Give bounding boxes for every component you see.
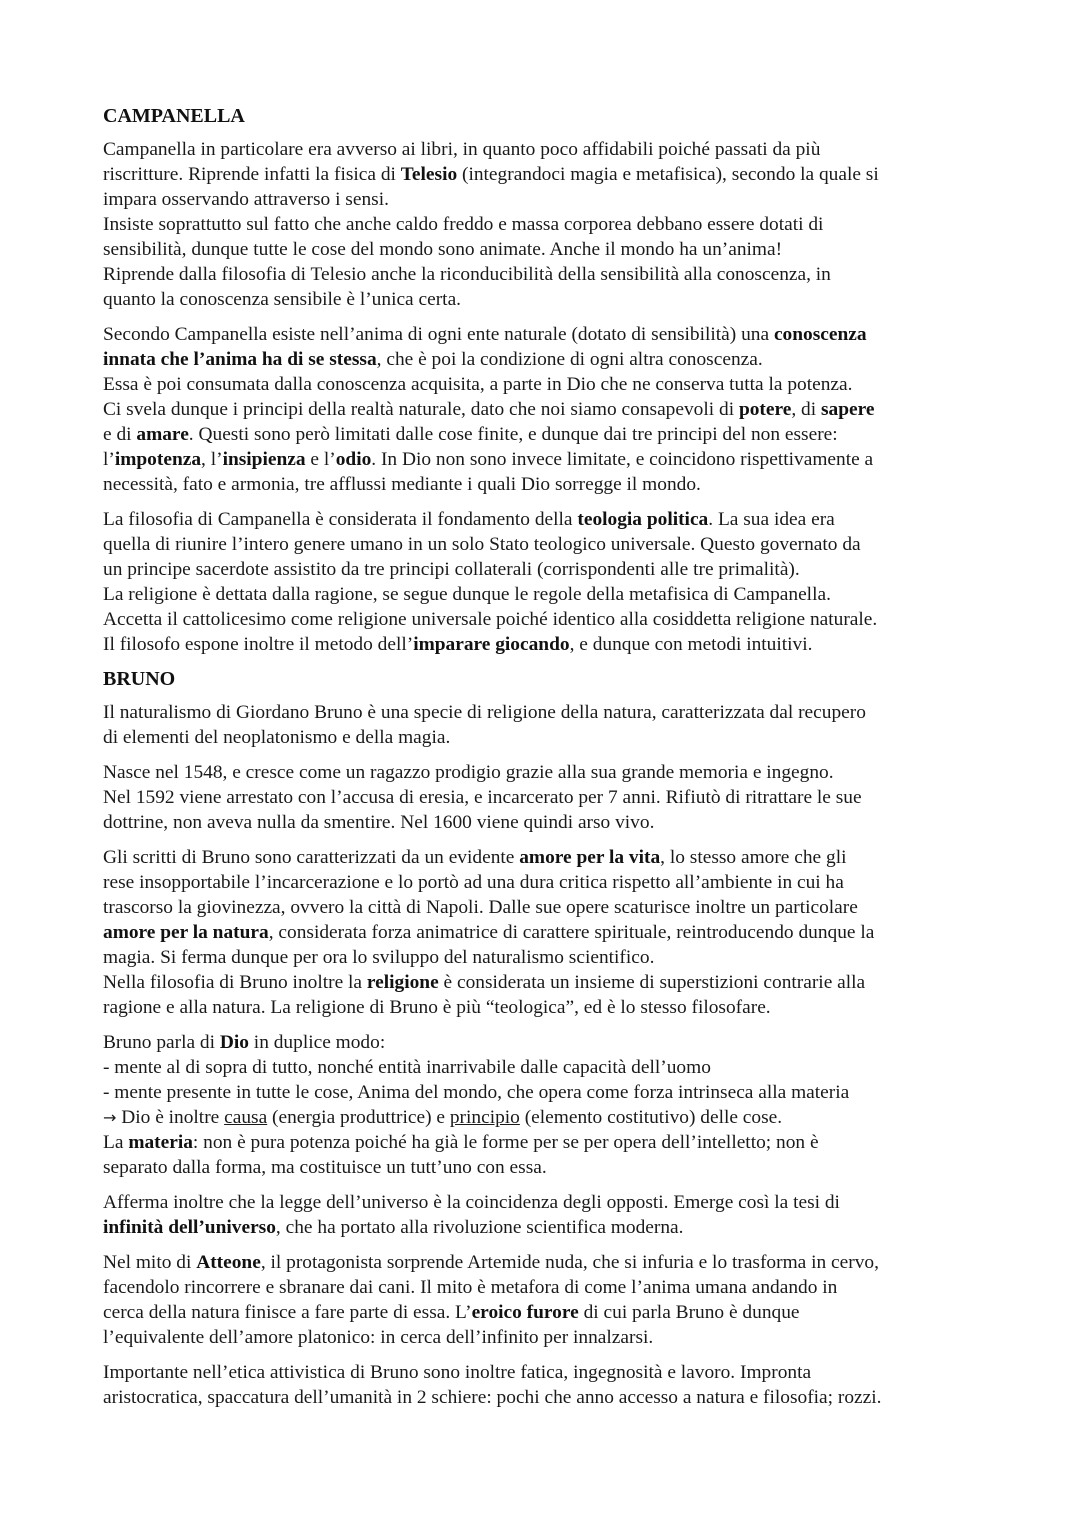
text-line: Gli scritti di Bruno sono caratterizzati da un evidente amore per la vita, lo stesso amore che gli [103,847,847,868]
underlined-term: principio [449,1107,520,1128]
text-line: l’equivalente dell’amore platonico: in cerca dell’infinito per innalzarsi. [103,1327,654,1348]
text-line: Accetta il cattolicesimo come religione universale poiché identico alla cosiddetta religione naturale. [103,609,878,630]
paragraph-bruno-5 [103,1190,983,1240]
text-line: impara osservando attraverso i sensi. [103,189,389,210]
paragraph-bruno-7 [103,1360,983,1410]
text-line: rese insopportabile l’incarcerazione e lo portò ad una dura critica rispetto all’ambiente in cui ha [103,872,844,893]
bold-term: sapere [820,399,875,420]
text-line: facendolo rincorrere e sbranare dai cani. Il mito è metafora di come l’anima umana andando in [103,1277,838,1298]
text-line: quanto la conoscenza sensibile è l’unica certa. [103,289,462,310]
section-heading-bruno: BRUNO [103,668,176,690]
bold-term: insipienza [222,449,306,470]
text-line: Afferma inoltre che la legge dell’universo è la coincidenza degli opposti. Emerge così la tesi di [103,1192,840,1213]
text-line: Essa è poi consumata dalla conoscenza acquisita, a parte in Dio che ne conserva tutta la potenza. [103,374,853,395]
paragraph-bruno-6 [103,1250,983,1350]
paragraph-bruno-2 [103,760,983,835]
document-page [103,100,983,1420]
text-line: Campanella in particolare era avverso ai libri, in quanto poco affidabili poiché passati da più [103,139,821,160]
paragraph-campanella-3 [103,507,983,657]
paragraph-bruno-3 [103,845,983,1020]
paragraph-bruno-4 [103,1030,983,1180]
bold-term: Atteone [196,1252,261,1273]
text-line: La materia: non è pura potenza poiché ha già le forme per se per opera dell’intelletto; non è [103,1132,819,1153]
bold-term: innata che l’anima ha di se stessa [103,349,377,370]
text-line: cerca della natura finisce a fare parte di essa. L’eroico furore di cui parla Bruno è dunque [103,1302,800,1323]
paragraph-campanella-2 [103,322,983,497]
bold-term: amare [136,424,189,445]
text-line: Bruno parla di Dio in duplice modo: [103,1032,386,1053]
text-line: Nasce nel 1548, e cresce come un ragazzo prodigio grazie alla sua grande memoria e ingegno. [103,762,834,783]
text-line: Il naturalismo di Giordano Bruno è una specie di religione della natura, caratterizzata dal recupero [103,702,866,723]
bold-term: potere [738,399,792,420]
list-item: - mente al di sopra di tutto, nonché entità inarrivabile dalle capacità dell’uomo [103,1057,711,1078]
text-line: di elementi del neoplatonismo e della magia. [103,727,451,748]
bold-term: amore per la vita [519,847,661,868]
text-line: La filosofia di Campanella è considerata il fondamento della teologia politica. La sua idea era [103,509,835,530]
text-line: ragione e alla natura. La religione di Bruno è più “teologica”, ed è lo stesso filosofare. [103,997,771,1018]
bold-term: imparare giocando [413,634,570,655]
text-line: quella di riunire l’intero genere umano in un solo Stato teologico universale. Questo governato da [103,534,861,555]
text-line: separato dalla forma, ma costituisce un tutt’uno con essa. [103,1157,547,1178]
text-line: Il filosofo espone inoltre il metodo dell’imparare giocando, e dunque con metodi intuitivi. [103,634,813,655]
bold-term: amore per la natura [103,922,269,943]
text-line: Insiste soprattutto sul fatto che anche caldo freddo e massa corporea debbano essere dotati di [103,214,824,235]
arrow-right-icon: → [103,1108,117,1127]
section-heading-campanella: CAMPANELLA [103,105,245,127]
bold-term: materia [128,1132,193,1153]
text-line: Nel 1592 viene arrestato con l’accusa di eresia, e incarcerato per 7 anni. Rifiutò di ritrattare le sue [103,787,862,808]
text-line: Nel mito di Atteone, il protagonista sorprende Artemide nuda, che si infuria e lo trasforma in cervo, [103,1252,879,1273]
text-line: Ci svela dunque i principi della realtà naturale, dato che noi siamo consapevoli di potere, di sapere [103,399,875,420]
text-line: e di amare. Questi sono però limitati dalle cose finite, e dunque dai tre principi del non essere: [103,424,838,445]
text-line: Nella filosofia di Bruno inoltre la religione è considerata un insieme di superstizioni contrarie alla [103,972,866,993]
paragraph-bruno-1 [103,700,983,750]
text-line: dottrine, non aveva nulla da smentire. Nel 1600 viene quindi arso vivo. [103,812,655,833]
bold-term: Dio [219,1032,249,1053]
underlined-term: causa [224,1107,268,1128]
list-item: - mente presente in tutte le cose, Anima del mondo, che opera come forza intrinseca alla materia [103,1082,850,1103]
bold-term: impotenza [114,449,202,470]
text-line: un principe sacerdote assistito da tre principi collaterali (corrispondenti alle tre primalità). [103,559,800,580]
bold-term: odio [335,449,372,470]
paragraph-campanella-1 [103,137,983,312]
text-line: necessità, fato e armonia, tre afflussi mediante i quali Dio sorregge il mondo. [103,474,701,495]
bold-term-telesio: Telesio [400,164,458,185]
text-line: Riprende dalla filosofia di Telesio anche la riconducibilità della sensibilità alla conoscenza, in [103,264,831,285]
text-line: La religione è dettata dalla ragione, se segue dunque le regole della metafisica di Campanella. [103,584,831,605]
text-line: magia. Si ferma dunque per ora lo sviluppo del naturalismo scientifico. [103,947,655,968]
bold-term: teologia politica [577,509,709,530]
text-line: aristocratica, spaccatura dell’umanità in 2 schiere: pochi che anno accesso a natura e filosofia; rozzi. [103,1387,882,1408]
bold-term: conoscenza [773,324,867,345]
text-line: l’impotenza, l’insipienza e l’odio. In Dio non sono invece limitate, e coincidono rispettivamente a [103,449,874,470]
text-line: Importante nell’etica attivistica di Bruno sono inoltre fatica, ingegnosità e lavoro. Impronta [103,1362,812,1383]
text-line: → Dio è inoltre causa (energia produttrice) e principio (elemento costitutivo) delle cose. [103,1107,783,1128]
text-line: trascorso la giovinezza, ovvero la città di Napoli. Dalle sue opere scaturisce inoltre un particolare [103,897,858,918]
bold-term: infinità dell’universo [103,1217,276,1238]
text-line: Secondo Campanella esiste nell’anima di ogni ente naturale (dotato di sensibilità) una conoscenza [103,324,867,345]
bold-term: eroico furore [471,1302,579,1323]
text-line: innata che l’anima ha di se stessa, che è poi la condizione di ogni altra conoscenza. [103,349,763,370]
bold-term: religione [366,972,439,993]
text-line: riscritture. Riprende infatti la fisica di Telesio (integrandoci magia e metafisica), secondo la quale si [103,164,879,185]
text-line: infinità dell’universo, che ha portato alla rivoluzione scientifica moderna. [103,1217,684,1238]
text-line: sensibilità, dunque tutte le cose del mondo sono animate. Anche il mondo ha un’anima! [103,239,783,260]
text-line: amore per la natura, considerata forza animatrice di carattere spirituale, reintroducendo dunque la [103,922,875,943]
